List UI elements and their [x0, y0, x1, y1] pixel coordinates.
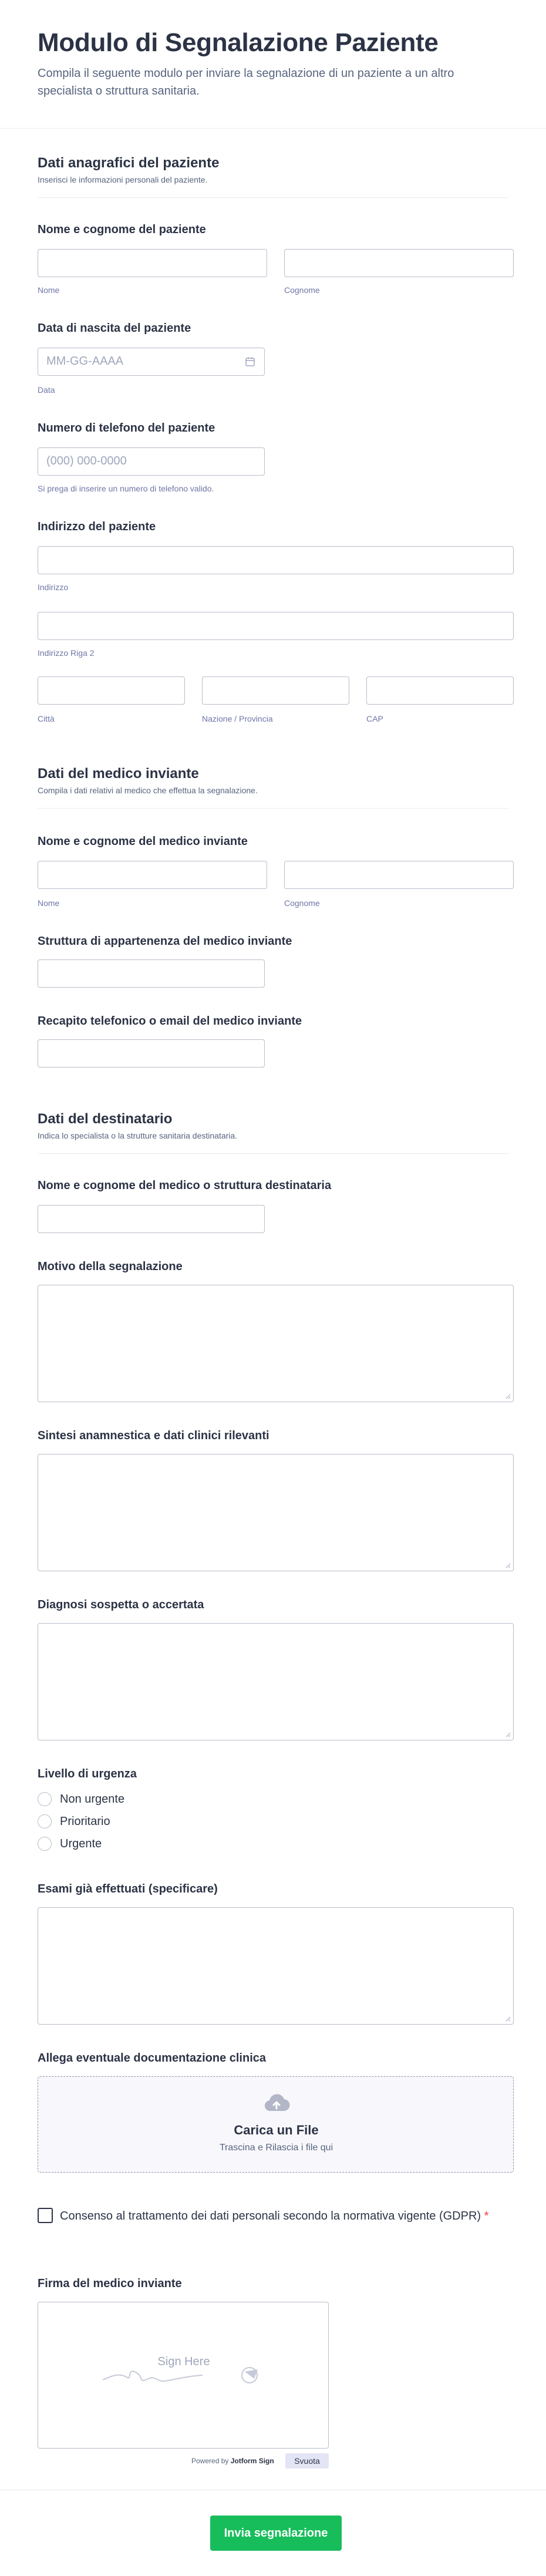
- doctor-first-name-input[interactable]: [38, 861, 267, 889]
- patient-first-name-input[interactable]: [38, 249, 267, 277]
- section-desc-patient: Inserisci le informazioni personali del paziente.: [38, 175, 208, 184]
- required-asterisk: *: [484, 2210, 489, 2223]
- urgency-option-label: Urgente: [60, 1837, 102, 1850]
- address-line1-input[interactable]: [38, 546, 514, 574]
- powered-by: [191, 2457, 274, 2465]
- section-title-recipient: Dati del destinatario: [38, 1111, 173, 1127]
- dob-sublabel: Data: [38, 385, 55, 395]
- page-subtitle: Compila il seguente modulo per inviare la segnalazione di un paziente a un altro specialista o struttura sanitaria.: [38, 67, 454, 97]
- diagnosis-label: Diagnosi sospetta o accertata: [38, 1598, 204, 1611]
- exams-label: Esami già effettuati (specificare): [38, 1883, 218, 1895]
- sign-here-text: Sign Here: [157, 2355, 210, 2368]
- doctor-last-sublabel: Cognome: [284, 898, 320, 908]
- file-upload-dropzone[interactable]: [38, 2076, 514, 2173]
- phone-sublabel: Si prega di inserire un numero di telefono valido.: [38, 484, 214, 493]
- attach-label: Allega eventuale documentazione clinica: [38, 2052, 267, 2065]
- reason-textarea[interactable]: [38, 1285, 514, 1402]
- history-label: Sintesi anamnestica e dati clinici rilevanti: [38, 1429, 269, 1442]
- patient-phone-label: Numero di telefono del paziente: [38, 422, 215, 435]
- resize-grip-icon[interactable]: [505, 1563, 511, 1568]
- powered-by-brand: Jotform Sign: [230, 2457, 274, 2465]
- section-title-doctor: Dati del medico inviante: [38, 766, 199, 782]
- upload-title: Carica un File: [234, 2123, 319, 2137]
- section-divider: [38, 197, 508, 198]
- doctor-contact-label: Recapito telefonico o email del medico inviante: [38, 1015, 302, 1028]
- history-textarea[interactable]: [38, 1454, 514, 1571]
- recipient-input[interactable]: [38, 1205, 265, 1233]
- address-line2-sublabel: Indirizzo Riga 2: [38, 648, 95, 658]
- radio-button[interactable]: [38, 1792, 52, 1806]
- doctor-facility-label: Struttura di appartenenza del medico inviante: [38, 935, 292, 948]
- exams-textarea[interactable]: [38, 1907, 514, 2025]
- section-divider: [38, 1153, 508, 1154]
- reason-label: Motivo della segnalazione: [38, 1260, 183, 1273]
- radio-button[interactable]: [38, 1814, 52, 1829]
- address-line1-sublabel: Indirizzo: [38, 582, 69, 592]
- resize-grip-icon[interactable]: [505, 1732, 511, 1737]
- radio-button[interactable]: [38, 1837, 52, 1851]
- section-desc-doctor: Compila i dati relativi al medico che effettua la segnalazione.: [38, 786, 258, 795]
- patient-name-label: Nome e cognome del paziente: [38, 223, 206, 236]
- header-divider: [0, 128, 546, 129]
- patient-address-label: Indirizzo del paziente: [38, 520, 156, 533]
- urgency-option-label: Prioritario: [60, 1815, 110, 1828]
- dob-label: Data di nascita del paziente: [38, 322, 191, 335]
- zip-input[interactable]: [366, 676, 514, 705]
- resize-grip-icon[interactable]: [505, 2016, 511, 2022]
- state-input[interactable]: [202, 676, 349, 705]
- doctor-last-name-input[interactable]: [284, 861, 514, 889]
- dob-placeholder: MM-GG-AAAA: [46, 355, 124, 368]
- phone-placeholder: (000) 000-0000: [46, 454, 127, 467]
- doctor-contact-input[interactable]: [38, 1039, 265, 1068]
- submit-button[interactable]: Invia segnalazione: [210, 2516, 342, 2551]
- clear-signature-button[interactable]: Svuota: [285, 2453, 329, 2469]
- signature-pad[interactable]: [38, 2302, 329, 2449]
- doctor-name-label: Nome e cognome del medico inviante: [38, 835, 248, 848]
- upload-hint: Trascina e Rilascia i file qui: [219, 2143, 333, 2153]
- city-input[interactable]: [38, 676, 185, 705]
- doctor-facility-input[interactable]: [38, 959, 265, 988]
- first-name-sublabel: Nome: [38, 285, 60, 295]
- calendar-icon[interactable]: [244, 356, 256, 368]
- patient-phone-input[interactable]: [38, 447, 265, 476]
- last-name-sublabel: Cognome: [284, 285, 320, 295]
- powered-by-text: Powered by: [191, 2457, 229, 2465]
- patient-last-name-input[interactable]: [284, 249, 514, 277]
- section-divider: [38, 808, 508, 809]
- section-desc-recipient: Indica lo specialista o la strutture sanitaria destinataria.: [38, 1131, 238, 1140]
- diagnosis-textarea[interactable]: [38, 1623, 514, 1740]
- city-sublabel: Città: [38, 714, 55, 723]
- consent-label: Consenso al trattamento dei dati personali secondo la normativa vigente (GDPR): [60, 2210, 481, 2223]
- urgency-label: Livello di urgenza: [38, 1767, 137, 1780]
- dob-input[interactable]: [38, 348, 265, 376]
- signature-label: Firma del medico inviante: [38, 2277, 182, 2290]
- doctor-first-sublabel: Nome: [38, 898, 60, 908]
- consent-text-block: [38, 2208, 507, 2224]
- state-sublabel: Nazione / Provincia: [202, 714, 273, 723]
- address-line2-input[interactable]: [38, 612, 514, 640]
- urgency-option-label: Non urgente: [60, 1793, 125, 1806]
- section-title-patient: Dati anagrafici del paziente: [38, 155, 220, 171]
- zip-sublabel: CAP: [366, 714, 383, 723]
- recipient-label: Nome e cognome del medico o struttura destinataria: [38, 1179, 332, 1192]
- page-title: Modulo di Segnalazione Paziente: [38, 28, 439, 57]
- cloud-upload-icon: [262, 2091, 291, 2114]
- resize-grip-icon[interactable]: [505, 1393, 511, 1399]
